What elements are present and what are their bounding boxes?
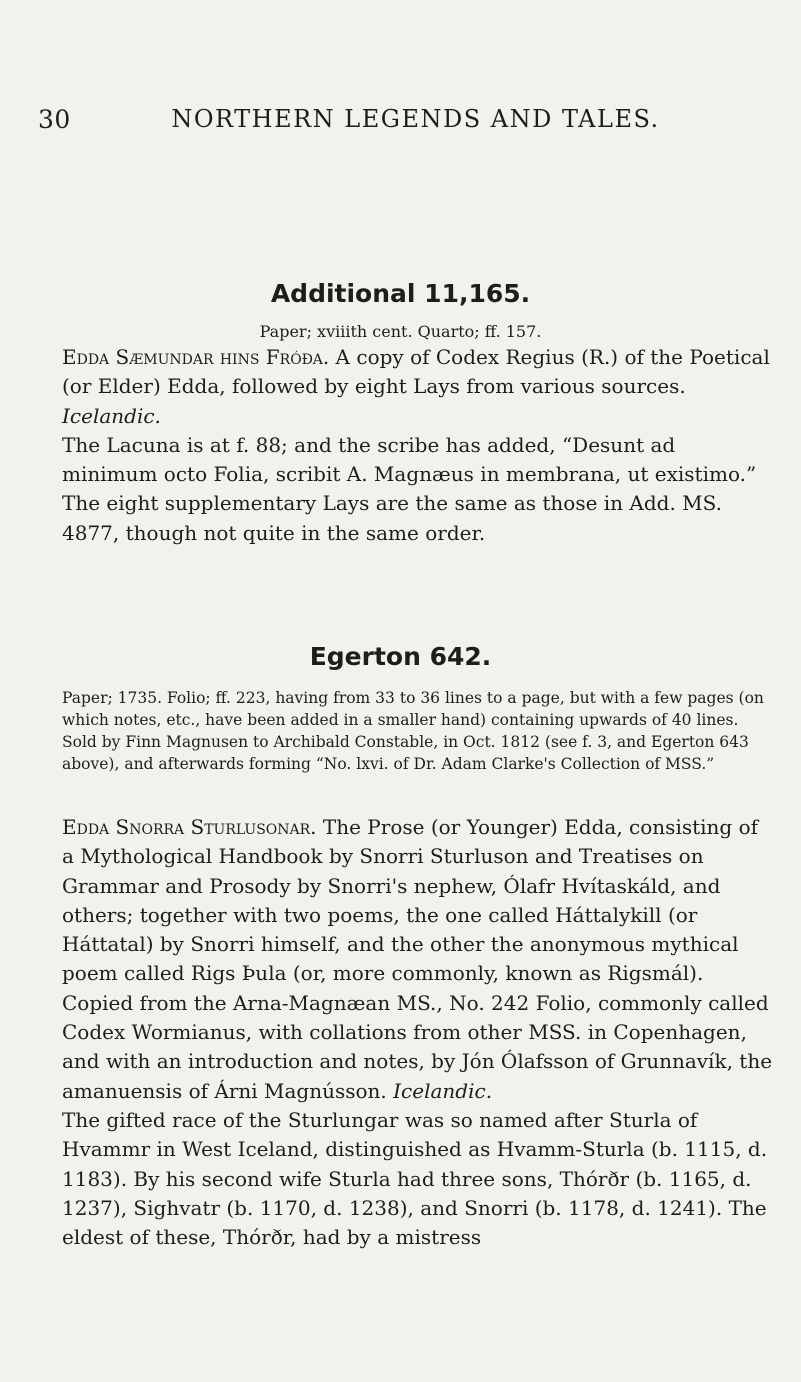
entry-description: A copy of Codex Regius (R.) of the Poetical (or Elder) Edda, followed by eight Lays from various sources. bbox=[62, 345, 770, 399]
section-heading: Egerton 642. bbox=[309, 642, 492, 671]
language-label: Icelandic. bbox=[393, 1078, 493, 1103]
entry-text bbox=[62, 343, 774, 548]
section-heading: Additional 11,165. bbox=[270, 279, 531, 308]
entry-paragraph bbox=[62, 343, 774, 431]
entry-title: Edda Snorra Sturlusonar. bbox=[62, 815, 317, 839]
entry-text bbox=[62, 813, 774, 1252]
running-title: NORTHERN LEGENDS AND TALES. bbox=[171, 105, 660, 133]
language-label: Icelandic. bbox=[62, 403, 161, 428]
entry-paragraph bbox=[62, 813, 774, 1106]
section-meta: Paper; xviiith cent. Quarto; ff. 157. bbox=[259, 322, 542, 341]
page-header bbox=[0, 105, 801, 145]
page-number: 30 bbox=[38, 105, 71, 134]
entry-title: Edda Sæmundar hins Fróða. bbox=[62, 345, 330, 369]
entry-paragraph: The Lacuna is at f. 88; and the scribe has added, “Desunt ad minimum octo Folia, scribit A. Magnæus in membrana, ut existimo.” The eight supplementary Lays are the same as those in Add. MS. 4877, though not quite in the same order. bbox=[62, 432, 757, 545]
entry-description: The Prose (or Younger) Edda, consisting of a Mythological Handbook by Snorri Sturluson and Treatises on Grammar and Prosody by Snorri's nephew, Ólafr Hvítaskáld, and others; together with two poems, the one called Háttalykill (or Háttatal) by Snorri himself, and the other the anonymous mythical poem called Rigs Þula (or, more commonly, known as Rigsmál). Copied from the Arna-Magnæan MS., No. 242 Folio, commonly called Codex Wormianus, with collations from other MSS. in Copenhagen, and with an introduction and notes, by Jón Ólafsson of Grunnavík, the amanuensis of Árni Magnússon. bbox=[62, 815, 773, 1103]
entry-paragraph: The gifted race of the Sturlungar was so named after Sturla of Hvammr in West Iceland, distinguished as Hvamm-Sturla (b. 1115, d. 1183). By his second wife Sturla had three sons, Thórðr (b. 1165, d. 1237), Sighvatr (b. 1170, d. 1238), and Snorri (b. 1178, d. 1241). The eldest of these, Thórðr, had by a mistress bbox=[62, 1107, 768, 1250]
manuscript-description: Paper; 1735. Folio; ff. 223, having from 33 to 36 lines to a page, but with a few pages (on which notes, etc., have been added in a smaller hand) containing upwards of 40 lines. bbox=[62, 689, 764, 729]
manuscript-notes bbox=[62, 687, 774, 775]
manuscript-provenance: Sold by Finn Magnusen to Archibald Constable, in Oct. 1812 (see f. 3, and Egerton 643 above), and afterwards forming “No. lxvi. of Dr. Adam Clarke's Collection of MSS.” bbox=[62, 733, 749, 773]
